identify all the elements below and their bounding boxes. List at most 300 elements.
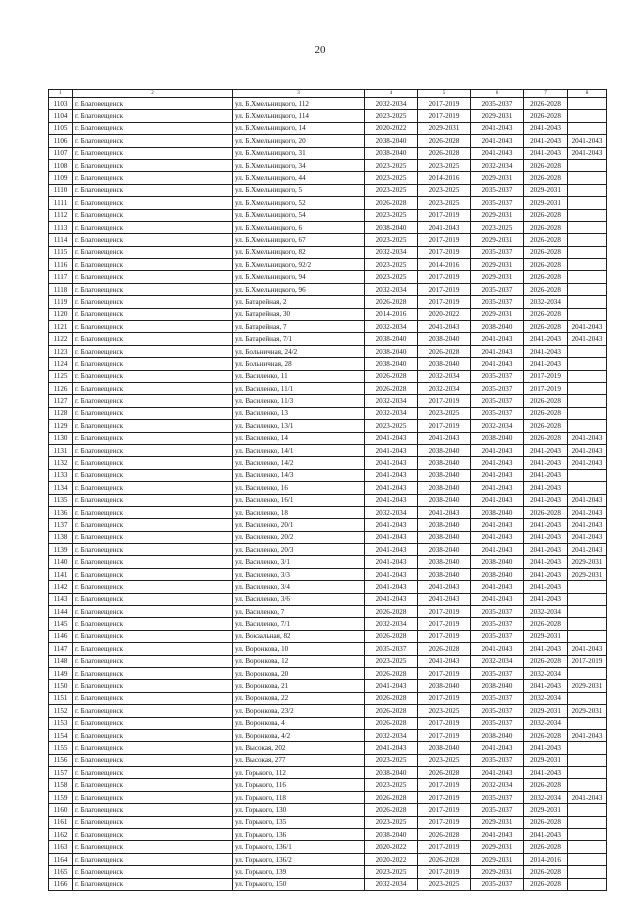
address-cell: ул. Воронкова, 4/2 <box>233 729 365 741</box>
table-row <box>49 209 607 221</box>
table-row <box>49 469 607 481</box>
row-number: 1140 <box>49 556 73 568</box>
table-row <box>49 333 607 345</box>
column-header: 7 <box>524 90 568 98</box>
period-cell-5: 2041-2043 <box>418 432 471 444</box>
period-cell-5: 2038-2040 <box>418 568 471 580</box>
period-cell-4: 2020-2022 <box>365 841 418 853</box>
table-row <box>49 358 607 370</box>
row-number: 1127 <box>49 395 73 407</box>
period-cell-7: 2032-2034 <box>524 667 568 679</box>
table-row <box>49 643 607 655</box>
address-cell: ул. Василенко, 13 <box>233 407 365 419</box>
city-cell: г. Благовещенск <box>73 667 233 679</box>
row-number: 1122 <box>49 333 73 345</box>
table-row <box>49 568 607 580</box>
address-cell: ул. Батарейная, 7/1 <box>233 333 365 345</box>
column-header: 2 <box>73 90 233 98</box>
period-cell-7: 2026-2028 <box>524 407 568 419</box>
period-cell-4: 2026-2028 <box>365 630 418 642</box>
period-cell-7: 2041-2043 <box>524 147 568 159</box>
city-cell: г. Благовещенск <box>73 692 233 704</box>
period-cell-4: 2023-2025 <box>365 184 418 196</box>
period-cell-4: 2023-2025 <box>365 172 418 184</box>
city-cell: г. Благовещенск <box>73 308 233 320</box>
period-cell-6: 2029-2031 <box>471 110 524 122</box>
period-cell-7: 2029-2031 <box>524 705 568 717</box>
table-row <box>49 816 607 828</box>
period-cell-6: 2032-2034 <box>471 159 524 171</box>
period-cell-7: 2041-2043 <box>524 482 568 494</box>
row-number: 1161 <box>49 816 73 828</box>
row-number: 1119 <box>49 296 73 308</box>
table-row <box>49 283 607 295</box>
row-number: 1144 <box>49 606 73 618</box>
period-cell-4: 2026-2028 <box>365 717 418 729</box>
period-cell-6: 2035-2037 <box>471 395 524 407</box>
period-cell-4: 2041-2043 <box>365 593 418 605</box>
city-cell: г. Благовещенск <box>73 754 233 766</box>
period-cell-7: 2026-2028 <box>524 308 568 320</box>
city-cell: г. Благовещенск <box>73 271 233 283</box>
period-cell-8: 2041-2043 <box>568 135 607 147</box>
city-cell: г. Благовещенск <box>73 432 233 444</box>
period-cell-4: 2038-2040 <box>365 829 418 841</box>
city-cell: г. Благовещенск <box>73 829 233 841</box>
period-cell-8 <box>568 308 607 320</box>
city-cell: г. Благовещенск <box>73 804 233 816</box>
period-cell-4: 2023-2025 <box>365 159 418 171</box>
period-cell-4: 2026-2028 <box>365 606 418 618</box>
address-cell: ул. Б.Хмельницкого, 14 <box>233 122 365 134</box>
period-cell-7: 2032-2034 <box>524 606 568 618</box>
period-cell-8 <box>568 221 607 233</box>
address-cell: ул. Б.Хмельницкого, 34 <box>233 159 365 171</box>
table-row <box>49 345 607 357</box>
period-cell-4: 2026-2028 <box>365 705 418 717</box>
table-row <box>49 110 607 122</box>
address-cell: ул. Горького, 136/2 <box>233 853 365 865</box>
address-cell: ул. Воронкова, 12 <box>233 655 365 667</box>
period-cell-4: 2023-2025 <box>365 816 418 828</box>
period-cell-8 <box>568 469 607 481</box>
period-cell-4: 2038-2040 <box>365 147 418 159</box>
row-number: 1113 <box>49 221 73 233</box>
table-row <box>49 457 607 469</box>
period-cell-5: 2038-2040 <box>418 494 471 506</box>
period-cell-6: 2041-2043 <box>471 581 524 593</box>
address-cell: ул. Воронкова, 10 <box>233 643 365 655</box>
period-cell-7: 2041-2043 <box>524 829 568 841</box>
period-cell-4: 2041-2043 <box>365 556 418 568</box>
period-cell-7: 2026-2028 <box>524 878 568 890</box>
table-row <box>49 395 607 407</box>
table-row <box>49 655 607 667</box>
period-cell-7: 2026-2028 <box>524 271 568 283</box>
period-cell-6: 2035-2037 <box>471 246 524 258</box>
city-cell: г. Благовещенск <box>73 556 233 568</box>
period-cell-6: 2035-2037 <box>471 370 524 382</box>
period-cell-7: 2026-2028 <box>524 283 568 295</box>
period-cell-8 <box>568 878 607 890</box>
city-cell: г. Благовещенск <box>73 866 233 878</box>
period-cell-7: 2029-2031 <box>524 197 568 209</box>
row-number: 1137 <box>49 519 73 531</box>
table-row <box>49 754 607 766</box>
row-number: 1132 <box>49 457 73 469</box>
period-cell-5: 2023-2025 <box>418 159 471 171</box>
row-number: 1133 <box>49 469 73 481</box>
period-cell-6: 2041-2043 <box>471 593 524 605</box>
row-number: 1110 <box>49 184 73 196</box>
address-cell: ул. Василенко, 20/1 <box>233 519 365 531</box>
table-row <box>49 742 607 754</box>
period-cell-6: 2023-2025 <box>471 221 524 233</box>
period-cell-7: 2029-2031 <box>524 630 568 642</box>
period-cell-4: 2041-2043 <box>365 680 418 692</box>
row-number: 1128 <box>49 407 73 419</box>
period-cell-5: 2023-2025 <box>418 705 471 717</box>
row-number: 1103 <box>49 98 73 110</box>
row-number: 1130 <box>49 432 73 444</box>
city-cell: г. Благовещенск <box>73 382 233 394</box>
table-row <box>49 581 607 593</box>
period-cell-8: 2041-2043 <box>568 494 607 506</box>
period-cell-5: 2023-2025 <box>418 407 471 419</box>
period-cell-5: 2017-2019 <box>418 420 471 432</box>
period-cell-5: 2038-2040 <box>418 482 471 494</box>
period-cell-8 <box>568 395 607 407</box>
period-cell-7: 2026-2028 <box>524 259 568 271</box>
city-cell: г. Благовещенск <box>73 742 233 754</box>
row-number: 1120 <box>49 308 73 320</box>
period-cell-8 <box>568 209 607 221</box>
period-cell-8: 2041-2043 <box>568 147 607 159</box>
period-cell-6: 2041-2043 <box>471 829 524 841</box>
table-row <box>49 791 607 803</box>
period-cell-8 <box>568 829 607 841</box>
period-cell-5: 2017-2019 <box>418 246 471 258</box>
period-cell-8 <box>568 630 607 642</box>
period-cell-4: 2026-2028 <box>365 791 418 803</box>
address-cell: ул. Василенко, 20/3 <box>233 544 365 556</box>
period-cell-5: 2023-2025 <box>418 754 471 766</box>
period-cell-7: 2026-2028 <box>524 110 568 122</box>
period-cell-6: 2041-2043 <box>471 345 524 357</box>
city-cell: г. Благовещенск <box>73 767 233 779</box>
address-cell: ул. Василенко, 14/1 <box>233 444 365 456</box>
period-cell-7: 2032-2034 <box>524 717 568 729</box>
table-row <box>49 841 607 853</box>
row-number: 1141 <box>49 568 73 580</box>
period-cell-5: 2017-2019 <box>418 209 471 221</box>
row-number: 1147 <box>49 643 73 655</box>
city-cell: г. Благовещенск <box>73 345 233 357</box>
row-number: 1136 <box>49 506 73 518</box>
period-cell-5: 2017-2019 <box>418 804 471 816</box>
period-cell-6: 2035-2037 <box>471 717 524 729</box>
period-cell-8 <box>568 853 607 865</box>
city-cell: г. Благовещенск <box>73 568 233 580</box>
table-row <box>49 98 607 110</box>
address-cell: ул. Горького, 112 <box>233 767 365 779</box>
period-cell-6: 2038-2040 <box>471 321 524 333</box>
period-cell-4: 2035-2037 <box>365 643 418 655</box>
period-cell-8 <box>568 618 607 630</box>
period-cell-8 <box>568 407 607 419</box>
row-number: 1151 <box>49 692 73 704</box>
city-cell: г. Благовещенск <box>73 234 233 246</box>
row-number: 1114 <box>49 234 73 246</box>
row-number: 1134 <box>49 482 73 494</box>
address-cell: ул. Горького, 136/1 <box>233 841 365 853</box>
table-row <box>49 221 607 233</box>
period-cell-8: 2041-2043 <box>568 643 607 655</box>
period-cell-7: 2029-2031 <box>524 754 568 766</box>
city-cell: г. Благовещенск <box>73 482 233 494</box>
period-cell-6: 2041-2043 <box>471 469 524 481</box>
period-cell-4: 2026-2028 <box>365 370 418 382</box>
table-row <box>49 172 607 184</box>
city-cell: г. Благовещенск <box>73 816 233 828</box>
address-cell: ул. Высокая, 202 <box>233 742 365 754</box>
period-cell-6: 2029-2031 <box>471 259 524 271</box>
table-row <box>49 382 607 394</box>
period-cell-7: 2014-2016 <box>524 853 568 865</box>
period-cell-5: 2023-2025 <box>418 184 471 196</box>
row-number: 1124 <box>49 358 73 370</box>
period-cell-7: 2029-2031 <box>524 804 568 816</box>
period-cell-8 <box>568 122 607 134</box>
column-header: 4 <box>365 90 418 98</box>
period-cell-5: 2041-2043 <box>418 221 471 233</box>
period-cell-8 <box>568 804 607 816</box>
address-cell: ул. Батарейная, 2 <box>233 296 365 308</box>
period-cell-8: 2041-2043 <box>568 544 607 556</box>
address-cell: ул. Б.Хмельницкого, 20 <box>233 135 365 147</box>
table-row <box>49 618 607 630</box>
period-cell-5: 2017-2019 <box>418 98 471 110</box>
period-cell-7: 2041-2043 <box>524 457 568 469</box>
address-cell: ул. Василенко, 11 <box>233 370 365 382</box>
period-cell-8: 2041-2043 <box>568 444 607 456</box>
table-row <box>49 147 607 159</box>
period-cell-8 <box>568 482 607 494</box>
table-body <box>49 98 607 891</box>
row-number: 1143 <box>49 593 73 605</box>
table-row <box>49 866 607 878</box>
city-cell: г. Благовещенск <box>73 680 233 692</box>
period-cell-4: 2032-2034 <box>365 729 418 741</box>
city-cell: г. Благовещенск <box>73 841 233 853</box>
city-cell: г. Благовещенск <box>73 630 233 642</box>
period-cell-6: 2038-2040 <box>471 568 524 580</box>
table-row <box>49 878 607 890</box>
period-cell-7: 2026-2028 <box>524 506 568 518</box>
city-cell: г. Благовещенск <box>73 853 233 865</box>
address-cell: ул. Василенко, 20/2 <box>233 531 365 543</box>
period-cell-5: 2017-2019 <box>418 866 471 878</box>
period-cell-7: 2017-2019 <box>524 370 568 382</box>
period-cell-6: 2029-2031 <box>471 209 524 221</box>
city-cell: г. Благовещенск <box>73 643 233 655</box>
table-row <box>49 420 607 432</box>
table-row <box>49 296 607 308</box>
row-number: 1116 <box>49 259 73 271</box>
address-cell: ул. Горького, 150 <box>233 878 365 890</box>
address-cell: ул. Б.Хмельницкого, 96 <box>233 283 365 295</box>
period-cell-4: 2041-2043 <box>365 742 418 754</box>
period-cell-4: 2041-2043 <box>365 544 418 556</box>
table-row <box>49 506 607 518</box>
table-row <box>49 321 607 333</box>
table-row <box>49 705 607 717</box>
period-cell-7: 2026-2028 <box>524 866 568 878</box>
city-cell: г. Благовещенск <box>73 469 233 481</box>
period-cell-6: 2038-2040 <box>471 729 524 741</box>
city-cell: г. Благовещенск <box>73 593 233 605</box>
period-cell-8: 2041-2043 <box>568 432 607 444</box>
period-cell-8 <box>568 296 607 308</box>
period-cell-5: 2017-2019 <box>418 630 471 642</box>
period-cell-6: 2029-2031 <box>471 841 524 853</box>
period-cell-8 <box>568 283 607 295</box>
row-number: 1105 <box>49 122 73 134</box>
city-cell: г. Благовещенск <box>73 457 233 469</box>
column-header: 5 <box>418 90 471 98</box>
period-cell-7: 2026-2028 <box>524 172 568 184</box>
period-cell-7: 2041-2043 <box>524 531 568 543</box>
city-cell: г. Благовещенск <box>73 395 233 407</box>
period-cell-4: 2041-2043 <box>365 457 418 469</box>
period-cell-6: 2029-2031 <box>471 816 524 828</box>
period-cell-5: 2017-2019 <box>418 296 471 308</box>
address-cell: ул. Василенко, 11/3 <box>233 395 365 407</box>
period-cell-4: 2032-2034 <box>365 407 418 419</box>
period-cell-6: 2041-2043 <box>471 135 524 147</box>
period-cell-5: 2017-2019 <box>418 779 471 791</box>
period-cell-8 <box>568 234 607 246</box>
period-cell-5: 2026-2028 <box>418 767 471 779</box>
city-cell: г. Благовещенск <box>73 122 233 134</box>
address-cell: ул. Б.Хмельницкого, 92/2 <box>233 259 365 271</box>
table-row <box>49 482 607 494</box>
row-number: 1149 <box>49 667 73 679</box>
period-cell-8: 2029-2031 <box>568 680 607 692</box>
period-cell-5: 2041-2043 <box>418 655 471 667</box>
period-cell-7: 2017-2019 <box>524 382 568 394</box>
table-row <box>49 667 607 679</box>
row-number: 1153 <box>49 717 73 729</box>
address-cell: ул. Горького, 116 <box>233 779 365 791</box>
table-row <box>49 159 607 171</box>
row-number: 1115 <box>49 246 73 258</box>
period-cell-7: 2026-2028 <box>524 655 568 667</box>
period-cell-5: 2014-2016 <box>418 259 471 271</box>
period-cell-6: 2041-2043 <box>471 333 524 345</box>
period-cell-7: 2026-2028 <box>524 234 568 246</box>
period-cell-5: 2038-2040 <box>418 556 471 568</box>
period-cell-4: 2023-2025 <box>365 779 418 791</box>
period-cell-6: 2029-2031 <box>471 172 524 184</box>
address-cell: ул. Батарейная, 7 <box>233 321 365 333</box>
period-cell-6: 2041-2043 <box>471 358 524 370</box>
address-cell: ул. Василенко, 14/2 <box>233 457 365 469</box>
period-cell-4: 2023-2025 <box>365 259 418 271</box>
address-cell: ул. Б.Хмельницкого, 94 <box>233 271 365 283</box>
period-cell-5: 2041-2043 <box>418 506 471 518</box>
period-cell-5: 2038-2040 <box>418 680 471 692</box>
period-cell-6: 2032-2034 <box>471 779 524 791</box>
city-cell: г. Благовещенск <box>73 729 233 741</box>
table-row <box>49 779 607 791</box>
table-row <box>49 432 607 444</box>
period-cell-4: 2038-2040 <box>365 135 418 147</box>
column-header: 1 <box>49 90 73 98</box>
period-cell-6: 2035-2037 <box>471 184 524 196</box>
period-cell-8: 2041-2043 <box>568 321 607 333</box>
period-cell-4: 2038-2040 <box>365 767 418 779</box>
period-cell-4: 2038-2040 <box>365 358 418 370</box>
period-cell-5: 2041-2043 <box>418 321 471 333</box>
table-row <box>49 680 607 692</box>
city-cell: г. Благовещенск <box>73 135 233 147</box>
period-cell-8: 2029-2031 <box>568 705 607 717</box>
period-cell-4: 2023-2025 <box>365 234 418 246</box>
period-cell-7: 2041-2043 <box>524 519 568 531</box>
row-number: 1126 <box>49 382 73 394</box>
row-number: 1123 <box>49 345 73 357</box>
city-cell: г. Благовещенск <box>73 283 233 295</box>
period-cell-5: 2032-2034 <box>418 370 471 382</box>
period-cell-6: 2041-2043 <box>471 643 524 655</box>
period-cell-8 <box>568 358 607 370</box>
row-number: 1155 <box>49 742 73 754</box>
table-row <box>49 259 607 271</box>
city-cell: г. Благовещенск <box>73 110 233 122</box>
period-cell-8 <box>568 717 607 729</box>
row-number: 1159 <box>49 791 73 803</box>
period-cell-7: 2026-2028 <box>524 98 568 110</box>
period-cell-5: 2026-2028 <box>418 829 471 841</box>
address-cell: ул. Б.Хмельницкого, 112 <box>233 98 365 110</box>
period-cell-7: 2041-2043 <box>524 556 568 568</box>
period-cell-7: 2026-2028 <box>524 816 568 828</box>
period-cell-7: 2026-2028 <box>524 841 568 853</box>
period-cell-7: 2029-2031 <box>524 184 568 196</box>
period-cell-7: 2041-2043 <box>524 742 568 754</box>
period-cell-4: 2032-2034 <box>365 395 418 407</box>
period-cell-5: 2020-2022 <box>418 308 471 320</box>
table-row <box>49 556 607 568</box>
period-cell-4: 2026-2028 <box>365 197 418 209</box>
period-cell-5: 2026-2028 <box>418 135 471 147</box>
period-cell-5: 2017-2019 <box>418 717 471 729</box>
period-cell-4: 2041-2043 <box>365 531 418 543</box>
period-cell-8 <box>568 779 607 791</box>
city-cell: г. Благовещенск <box>73 358 233 370</box>
period-cell-4: 2038-2040 <box>365 221 418 233</box>
period-cell-7: 2032-2034 <box>524 791 568 803</box>
city-cell: г. Благовещенск <box>73 506 233 518</box>
period-cell-4: 2041-2043 <box>365 568 418 580</box>
address-cell: ул. Воронкова, 4 <box>233 717 365 729</box>
period-cell-6: 2035-2037 <box>471 407 524 419</box>
address-cell: ул. Б.Хмельницкого, 6 <box>233 221 365 233</box>
period-cell-5: 2041-2043 <box>418 593 471 605</box>
row-number: 1129 <box>49 420 73 432</box>
row-number: 1156 <box>49 754 73 766</box>
